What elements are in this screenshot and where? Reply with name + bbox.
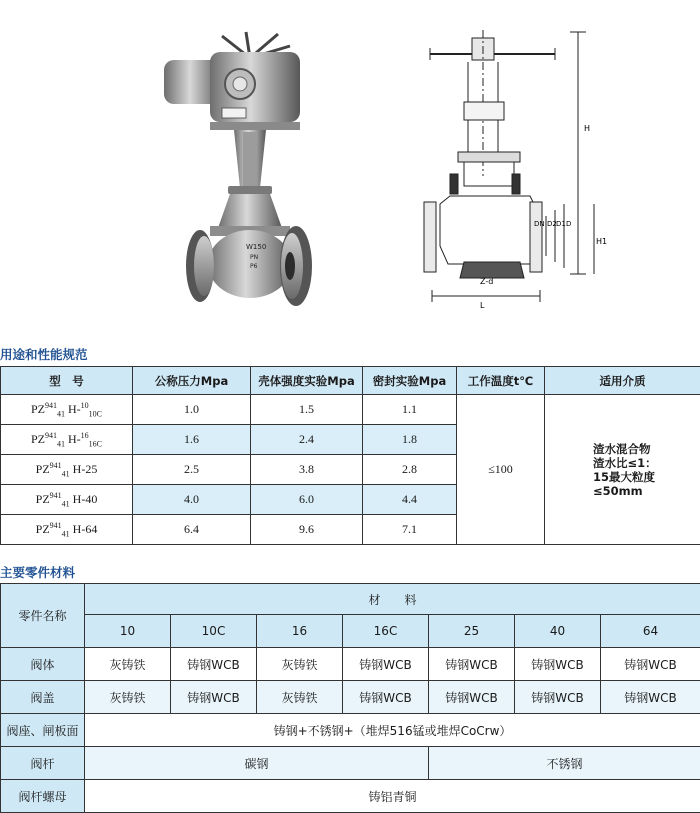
grade-cell: 25	[429, 615, 515, 648]
seal-cell: 2.8	[363, 455, 457, 485]
grade-cell: 64	[601, 615, 700, 648]
material-header: 材 料	[85, 584, 700, 615]
material-cell: 铸铝青铜	[85, 780, 700, 813]
shell-cell: 2.4	[251, 425, 363, 455]
section-title-materials: 主要零件材料	[0, 563, 75, 581]
plate-text: PN	[250, 254, 258, 261]
plate-text: P6	[250, 263, 258, 270]
grade-cell: 16C	[343, 615, 429, 648]
dim-d-label: D	[566, 220, 571, 228]
material-cell: 铸钢WCB	[515, 648, 601, 681]
header-seal-test: 密封实验Mpa	[363, 367, 457, 395]
material-cell: 灰铸铁	[257, 648, 343, 681]
material-cell: 铸钢WCB	[429, 681, 515, 714]
material-cell: 铸钢WCB	[515, 681, 601, 714]
material-cell: 铸钢WCB	[601, 681, 700, 714]
material-cell: 铸钢WCB	[343, 681, 429, 714]
material-cell: 铸钢WCB	[343, 648, 429, 681]
pressure-cell: 1.0	[133, 395, 251, 425]
table-row	[1, 681, 700, 714]
model-cell: $PZ^{941}_{41}$ H-$^{10}_{10C}$	[1, 395, 133, 425]
table-row	[1, 714, 700, 747]
dim-l-label: L	[480, 301, 485, 310]
grade-cell: 40	[515, 615, 601, 648]
grade-cell: 10	[85, 615, 171, 648]
header-medium: 适用介质	[545, 367, 700, 395]
pressure-cell: 2.5	[133, 455, 251, 485]
part-name-header: 零件名称	[1, 584, 85, 648]
header-pressure: 公称压力Mpa	[133, 367, 251, 395]
spec-header-row	[1, 367, 700, 395]
header-model: 型 号	[1, 367, 133, 395]
dim-h1-label: H1	[596, 237, 607, 246]
pressure-cell: 1.6	[133, 425, 251, 455]
part-label: 阀杆螺母	[1, 780, 85, 813]
material-cell: 铸钢WCB	[171, 681, 257, 714]
material-cell: 铸钢+不锈钢+（堆焊516锰或堆焊CoCrw）	[85, 714, 700, 747]
pressure-cell: 4.0	[133, 485, 251, 515]
plate-text: W150	[246, 243, 266, 251]
materials-header-row	[1, 584, 700, 615]
medium-line: 渣水混合物	[593, 442, 700, 456]
table-row	[1, 648, 700, 681]
material-cell: 铸钢WCB	[171, 648, 257, 681]
table-row	[1, 780, 700, 813]
grade-cell: 10C	[171, 615, 257, 648]
medium-line: 15最大粒度	[593, 470, 700, 484]
section-title-spec: 用途和性能规范	[0, 345, 88, 363]
dim-zd-label: Z-d	[480, 277, 493, 286]
part-label: 阀盖	[1, 681, 85, 714]
grades-row	[1, 615, 700, 648]
header-temperature: 工作温度t℃	[457, 367, 545, 395]
pressure-cell: 6.4	[133, 515, 251, 545]
shell-cell: 6.0	[251, 485, 363, 515]
model-cell: $PZ^{941}_{41}$ H-64	[1, 515, 133, 545]
material-cell: 灰铸铁	[257, 681, 343, 714]
dim-d2-label: D2	[547, 220, 557, 228]
material-cell: 灰铸铁	[85, 648, 171, 681]
temperature-cell: ≤100	[457, 395, 545, 545]
medium-line: 渣水比≤1：	[593, 456, 700, 470]
medium-cell	[545, 395, 700, 545]
header-shell-test: 壳体强度实验Mpa	[251, 367, 363, 395]
dim-d1-label: D1	[556, 220, 566, 228]
shell-cell: 3.8	[251, 455, 363, 485]
dim-h-label: H	[584, 124, 590, 133]
model-cell: $PZ^{941}_{41}$ H-25	[1, 455, 133, 485]
seal-cell: 1.8	[363, 425, 457, 455]
material-cell: 铸钢WCB	[429, 648, 515, 681]
part-label: 阀杆	[1, 747, 85, 780]
dim-dn-label: DN	[534, 220, 545, 228]
shell-cell: 1.5	[251, 395, 363, 425]
part-label: 阀体	[1, 648, 85, 681]
material-cell: 碳钢	[85, 747, 429, 780]
part-label: 阀座、闸板面	[1, 714, 85, 747]
grade-cell: 16	[257, 615, 343, 648]
valve-photo	[150, 28, 350, 318]
seal-cell: 7.1	[363, 515, 457, 545]
shell-cell: 9.6	[251, 515, 363, 545]
model-cell: $PZ^{941}_{41}$ H-$^{16}_{16C}$	[1, 425, 133, 455]
seal-cell: 4.4	[363, 485, 457, 515]
material-cell: 铸钢WCB	[601, 648, 700, 681]
table-row	[1, 395, 700, 425]
valve-dimension-drawing	[410, 26, 660, 316]
material-cell: 不锈钢	[429, 747, 700, 780]
seal-cell: 1.1	[363, 395, 457, 425]
material-cell: 灰铸铁	[85, 681, 171, 714]
model-cell: $PZ^{941}_{41}$ H-40	[1, 485, 133, 515]
spec-table	[0, 366, 700, 545]
medium-line: ≤50mm	[593, 484, 700, 498]
table-row	[1, 747, 700, 780]
materials-table	[0, 583, 700, 813]
